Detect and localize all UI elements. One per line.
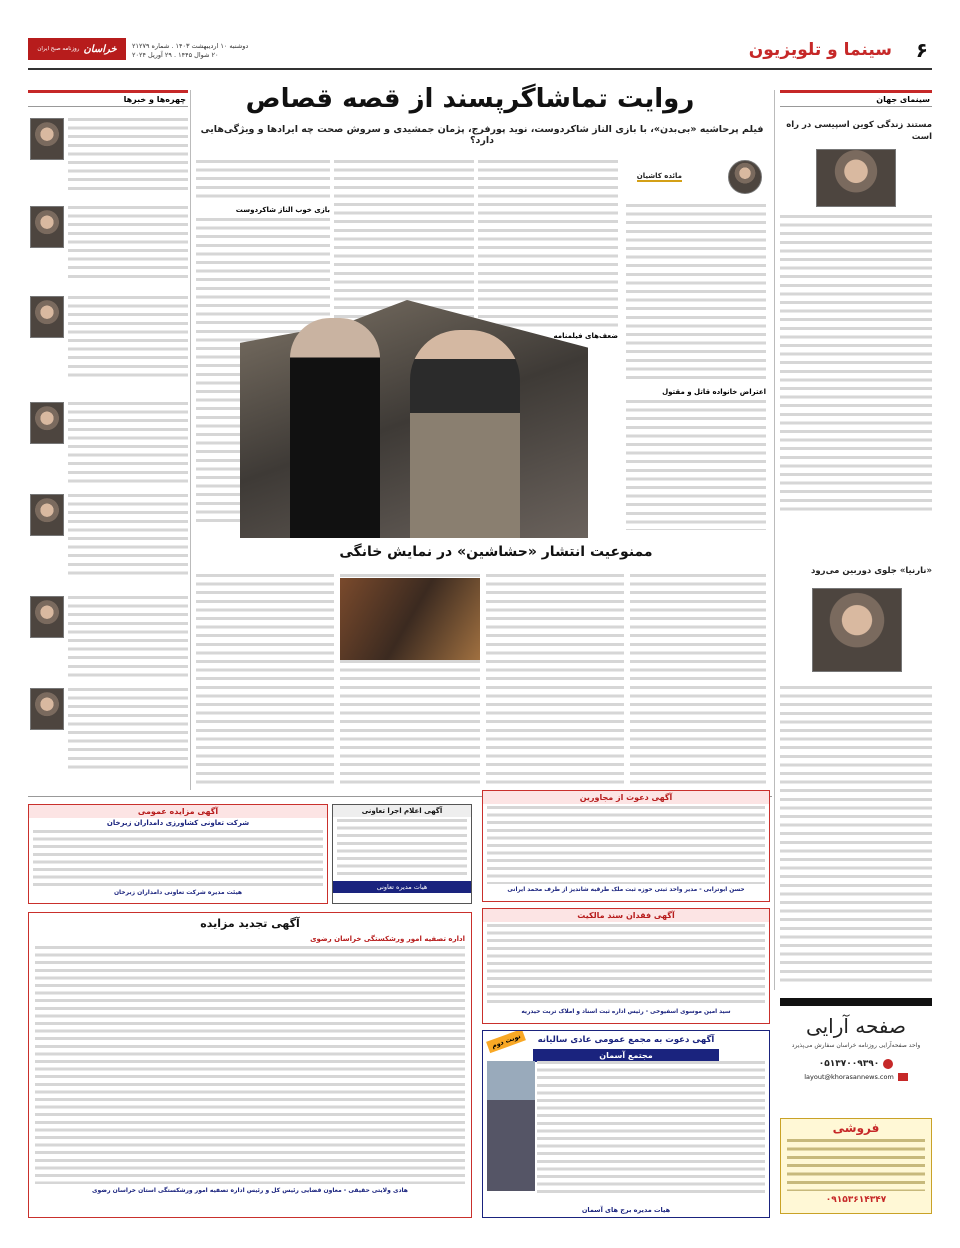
faces-section: چهره‌ها و خبرها [28,90,188,107]
phone-icon [883,1059,893,1069]
main-headline: روایت تماشاگرپسند از قصه قصاص [245,84,695,114]
layout-ad-sub: واحد صفحه‌آرایی روزنامه خراسان سفارش می‌پذیرد [791,1042,921,1049]
auction-ad-footer: هیئت مدیره شرکت تعاونی دامداران زبرخان [113,889,243,896]
renewal-ad-footer: هادی ولایتی حقیقی - معاون قضایی رئیس کل و رئیس اداره تصفیه امور ورشکستگی استان خراسان رضوی [92,1187,408,1194]
assembly-ad-org: مجتمع آسمان [533,1049,719,1062]
news-face-1 [30,118,64,160]
news-item-4 [68,402,188,486]
news-face-3 [30,296,64,338]
assembly-ad-badge: نوبت دوم [486,1030,526,1053]
auction-ad [28,804,328,904]
news-item-7 [68,688,188,772]
cooperative-ad-body [337,819,467,879]
issue-date-2: ۲۰ شوال ۱۴۴۵ . ۲۹ آوریل ۲۰۲۴ [132,51,219,59]
news-face-4 [30,402,64,444]
narnia-text [780,686,932,986]
neighbors-ad-footer: حسن ابوترابی - مدیر واحد ثبتی حوزه ثبت ملک طرقبه شاندیز از طرف محمد ایرانی [507,887,745,893]
news-item-6 [68,596,188,678]
article-col-1b [626,400,766,530]
spacey-photo [816,149,896,207]
layout-service-ad [780,998,932,1110]
actor-figure-man [290,318,380,538]
article-col-1 [626,204,766,384]
main-subhead: فیلم پرحاشیه «بی‌بدن»، با بازی الناز شاکردوست، نوید پورفرج، پژمان جمشیدی و سروش صحت چه ایرادها و ویژگی‌هایی دارد؟ [200,124,764,146]
sale-ad-phone: ۰۹۱۵۳۶۱۴۳۴۷ [825,1195,887,1205]
section-title: سینما و تلویزیون [748,40,892,60]
hashashin-photo [340,578,480,660]
narnia-photo [812,588,902,672]
renewal-ad-body [35,946,465,1184]
hashashin-headline: ممنوعیت انتشار «حشاشین» در نمایش خانگی [339,544,653,560]
world-cinema-column [780,90,932,545]
author-name: مائده کاشیان [636,172,682,180]
sale-ad-text [787,1139,925,1191]
news-item-3 [68,296,188,380]
news-face-6 [30,596,64,638]
news-item-1 [68,118,188,194]
tower-photo [487,1061,535,1191]
neighbors-ad [482,790,770,902]
spacey-headline: مستند زندگی کوین اسپیسی در راه است [786,120,932,142]
issue-date: دوشنبه ۱۰ اردیبهشت ۱۴۰۳ . شماره ۲۱۲۷۹ [132,42,249,50]
page-number: ۶ [915,38,928,62]
masthead-rule [28,68,932,70]
news-item-2 [68,206,188,282]
article-col-2 [478,160,618,328]
assembly-ad-body [537,1061,765,1197]
brand-name: خراسان [83,43,117,55]
news-face-7 [30,688,64,730]
hashashin-col-4 [196,574,334,784]
cooperative-ad-title: آگهی اعلام اجرا تعاونی [333,805,471,817]
masthead [28,38,932,68]
assembly-ad-title: آگهی دعوت به مجمع عمومی عادی سالیانه [483,1031,769,1049]
neighbors-ad-title: آگهی دعوت از مجاورین [483,791,769,804]
article-col-4 [196,160,330,198]
layout-ad-title: صفحه آرایی [805,1014,907,1038]
narnia-headline: «نارنیا» جلوی دوربین می‌رود [811,566,932,576]
email-icon [898,1073,908,1081]
deed-loss-ad-footer: سید امین موسوی اسفیوخی - رئیس اداره ثبت اسناد و املاک تربت حیدریه [521,1009,731,1015]
assembly-ad-footer: هیات مدیره برج های آسمان [581,1206,671,1214]
world-cinema-section: سینمای جهان [780,90,932,107]
layout-ad-email [780,1073,932,1081]
subhead-family-protest: اعتراض خانواده قاتل و مقتول [662,388,766,396]
auction-ad-body [33,830,323,886]
deed-loss-ad-body [487,924,765,1006]
cooperative-ad-footer: هیات مدیره تعاونی [333,881,471,893]
hashashin-col-2 [486,574,624,784]
subhead-good-acting: بازی خوب الناز شاکردوست [235,206,330,214]
author-block [622,160,762,196]
sale-ad-title: فروشی [832,1121,880,1135]
actor-figure-woman [410,330,520,538]
brand-logo [28,38,126,60]
subhead-script-weakness: ضعف‌های فیلمنامه [553,332,618,340]
news-face-2 [30,206,64,248]
spacey-text [780,215,932,515]
sale-ad [780,1118,932,1214]
cooperative-ad [332,804,472,904]
layout-phone: ۰۵۱۳۷۰۰۹۳۹۰ [818,1059,880,1069]
news-face-5 [30,494,64,536]
author-avatar [728,160,762,194]
deed-loss-ad [482,908,770,1024]
hashashin-col-1 [630,574,766,784]
layout-ad-phone [780,1059,932,1069]
layout-email[interactable]: layout@khorasannews.com [804,1073,894,1081]
auction-ad-title: آگهی مزایده عمومی [29,805,327,818]
renewal-auction-ad [28,912,472,1218]
renewal-ad-org: اداره تصفیه امور ورشکستگی خراسان رضوی [310,935,465,943]
renewal-ad-title: آگهی تجدید مزایده [29,913,471,934]
deed-loss-ad-title: آگهی فقدان سند مالکیت [483,909,769,922]
faces-column-rule [190,90,191,790]
brand-sub: روزنامه صبح ایران [37,46,80,52]
neighbors-ad-body [487,806,765,884]
news-item-5 [68,494,188,578]
auction-ad-org: شرکت تعاونی کشاورزی دامداران زبرخان [106,819,250,827]
column-rule [774,90,775,990]
assembly-ad [482,1030,770,1218]
